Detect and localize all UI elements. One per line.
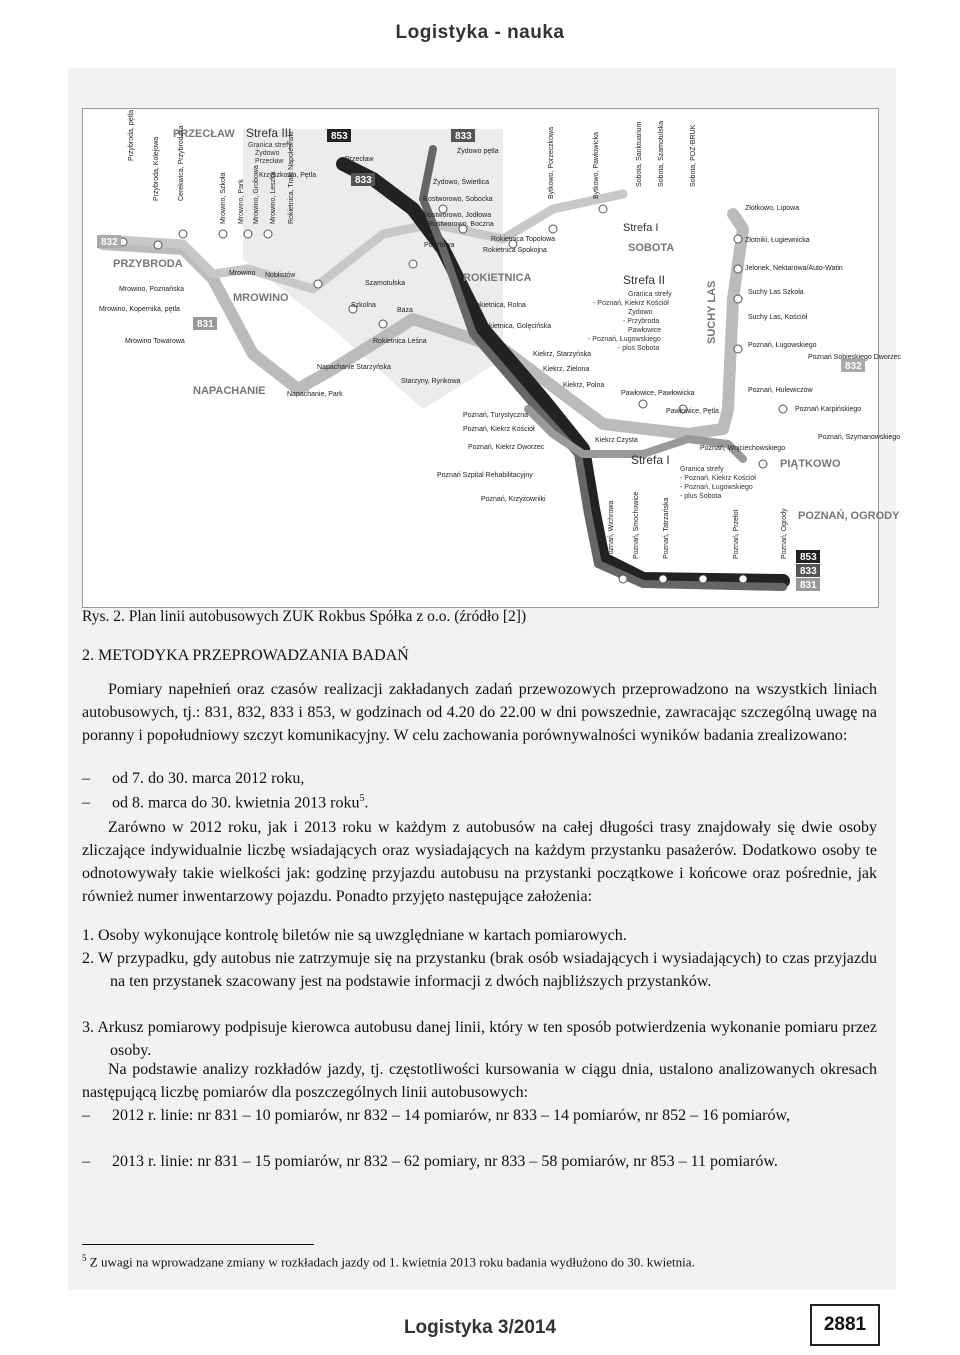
assumption-1: 1. Osoby wykonujące kontrolę biletów nie są uwzględniane w kartach pomiarowych.: [82, 927, 627, 944]
stop-label: Rokietnica Leśna: [373, 338, 427, 345]
stop-label: Poznań, Ługowskiego: [748, 342, 817, 349]
stop-label: Pawłowice, Pętla: [666, 408, 719, 415]
stop-label: Żydowo, Świetlica: [433, 179, 490, 186]
zone-label: Strefa III: [246, 126, 292, 140]
stop-label: Przybroda, Kolejowa: [153, 136, 160, 201]
stop-label: Kiekrz, Starzyńska: [533, 351, 591, 358]
line-badge: 832: [845, 361, 862, 372]
stop-label: Starzyny, Rynkowa: [401, 378, 461, 385]
stop-label: Poznań, Kiekrz Kościół: [463, 426, 535, 433]
stop-label: Mrowino, Poznańska: [119, 286, 184, 293]
stop-label: Rokietnica Spokojna: [483, 247, 547, 254]
zone-label: Strefa I: [631, 453, 670, 467]
stop-label: Napachanie, Park: [287, 391, 343, 398]
zone-note: - Poznań, Kiekrz Kościół: [593, 300, 669, 307]
area-label: MROWINO: [233, 292, 289, 304]
count-text: 2013 r. linie: nr 831 – 15 pomiarów, nr 832 – 62 pomiary, nr 833 – 58 pomiarów, nr 853 – 11 pomiarów.: [112, 1153, 778, 1170]
paragraph-1: Pomiary napełnień oraz czasów realizacji zakładanych zadań przewozowych przeprowadzono na wszystkich liniach autobusowych, tj.: 831, 832, 833 i 853, w godzinach od 4.20 do 22.00 w dni powszednie, zawracając szczególną uwagę na poranny i popołudniowy szczyt komunikacyjny. W celu zachowania porównywalności wyników badania zrealizowano:: [82, 681, 877, 744]
running-header: Logistyka - nauka: [395, 22, 565, 43]
section-heading: 2. METODYKA PRZEPROWADZANIA BADAŃ: [82, 647, 409, 664]
page-number: 2881: [810, 1304, 880, 1346]
zone-note: Żydowo: [255, 150, 280, 157]
bus-route-map: [82, 108, 901, 608]
stop-label: Mrowino, Szkoła: [220, 172, 227, 224]
stop-label: Rokietnica, Golęcińska: [480, 323, 552, 330]
zone-note: Granica strefy: [628, 291, 672, 298]
area-label: POZNAŃ, OGRODY: [798, 510, 900, 522]
zone-label: Strefa I: [623, 222, 659, 234]
footnote-text: Z uwagi na wprowadzane zmiany w rozkładach jazdy od 1. kwietnia 2013 roku badania wydłużono do 30. kwietnia.: [89, 1254, 695, 1270]
stop-label: Mrowino, Kopernika, pętla: [99, 306, 180, 313]
zone-note: - Poznań, Ługowskiego: [680, 484, 753, 491]
stop-label: Poznań, Wojciechowskiego: [700, 445, 786, 452]
stop-label: Szamotulska: [365, 280, 406, 287]
stop-label: Mrowino, Park: [238, 179, 245, 224]
zone-note: Granica strefy: [680, 466, 724, 473]
stop-label: Poznań, Turystyczna: [463, 412, 528, 419]
period-text: od 7. do 30. marca 2012 roku,: [112, 770, 305, 787]
route-map-svg: [83, 109, 901, 607]
stop-label: Noblistów: [265, 272, 296, 279]
area-label: PIĄTKOWO: [780, 458, 841, 470]
stop-label: Szkolna: [351, 302, 376, 309]
stop-label: Rokietnica Topolowa: [491, 236, 556, 243]
zone-note: - Poznań, Kiekrz Kościół: [680, 475, 756, 482]
stop-label: Poznań, Szymanowskiego: [818, 434, 901, 441]
stop-label: Rostworowo, Jodłowa: [423, 212, 492, 219]
stop-label: Cerekwica, Przybrodzka: [178, 125, 185, 201]
line-badge: 833: [455, 131, 472, 142]
stop-label: Poznań, Krzyżowniki: [481, 496, 546, 503]
stop-label: Poznań, Wichrowa: [608, 500, 615, 559]
stop-label: Krzyszkowo, Pętla: [259, 172, 317, 179]
period-item: – od 8. marca do 30. kwietnia 2013 roku$^5$.: [82, 793, 369, 812]
area-label: SUCHY LAS: [706, 280, 718, 344]
stop-label: Baza: [397, 307, 413, 314]
stop-label: Rostworowo, Sobocka: [423, 196, 493, 203]
zone-note: - plus Sobota: [680, 493, 722, 500]
footnote: [82, 1253, 695, 1270]
period-text: od 8. marca do 30. kwietnia 2013 roku: [112, 794, 360, 812]
line-badge: 831: [197, 319, 214, 330]
stop-label: Jelonek, Nektarowa/Auto-Watin: [745, 265, 843, 272]
stop-label: Poznań, Smochowice: [633, 491, 640, 559]
count-text: 2012 r. linie: nr 831 – 10 pomiarów, nr 832 – 14 pomiarów, nr 833 – 14 pomiarów, nr 852 – 16 pomiarów,: [112, 1107, 790, 1124]
stop-label: Sobota, POZ-BRUK: [690, 124, 697, 187]
running-footer: Logistyka 3/2014: [403, 1317, 557, 1338]
stop-label: Rokietnica, Trakt Napoleoński: [288, 131, 295, 224]
stop-label: Mrowino, Leszka: [270, 171, 277, 224]
stop-label: Pawłowice, Pawłowicka: [621, 390, 695, 397]
stop-label: Poznań Karpińskiego: [795, 406, 862, 413]
area-label: PRZECŁAW: [173, 128, 235, 140]
stop-label: Przecław: [345, 156, 374, 163]
zone-note: Granica strefy: [248, 142, 292, 149]
stop-label: Poznań, Hulewiczów: [748, 387, 813, 394]
line-badge: 853: [331, 131, 348, 142]
line-badge: 833: [800, 566, 817, 577]
zone-note: Pawłowice: [628, 327, 662, 334]
stop-label: Bytkowo, Pawłowicka: [593, 132, 600, 199]
assumption-3: 3. Arkusz pomiarowy podpisuje kierowca autobusu danej linii, który w ten sposób potwierdzenia wykonanie pomiaru przez osoby.: [82, 1019, 877, 1059]
stop-label: Przybroda, pętla: [128, 110, 135, 161]
stop-label: Poznań, Ogrody: [781, 508, 788, 559]
line-badge: 833: [355, 175, 372, 186]
stop-label: Złotkowo, Lipowa: [745, 205, 800, 212]
line-badge: 832: [101, 237, 118, 248]
footnote-number: 5: [82, 1253, 87, 1263]
line-badge: 831: [800, 580, 817, 591]
zone-note: - plus Sobota: [618, 345, 660, 352]
zone-note: Przecław: [255, 158, 284, 165]
stop-label: Poznań Szpital Rehabilitacyjny: [437, 472, 533, 479]
stop-label: Rostworowo, Boczna: [428, 221, 494, 228]
line-badge: 853: [800, 552, 817, 563]
stop-label: Kiekrz, Polna: [563, 382, 605, 389]
stop-label: Poznań, Przełot: [733, 509, 740, 559]
stop-label: Sobota, Szamotulska: [658, 120, 665, 187]
stop-label: Mrowino, Grobowa: [253, 165, 260, 224]
stop-label: Napachanie Starzyńska: [317, 364, 391, 371]
stop-label: Rokietnica, Rolna: [471, 302, 526, 309]
footnote-ref: 5: [359, 793, 365, 804]
stop-label: Kiekrz, Zielona: [543, 366, 590, 373]
count-item: – 2012 r. linie: nr 831 – 10 pomiarów, nr 832 – 14 pomiarów, nr 833 – 14 pomiarów, nr 852 – 16 pomiarów,: [82, 1107, 790, 1124]
area-label: ROKIETNICA: [463, 272, 532, 284]
stop-label: Mrowino: [229, 270, 256, 277]
stop-label: Suchy Las Szkoła: [748, 289, 804, 296]
footnote-rule: [82, 1244, 314, 1245]
stop-label: Poznań, Tatrzańska: [663, 497, 670, 559]
count-item: – 2013 r. linie: nr 831 – 15 pomiarów, nr 832 – 62 pomiary, nr 833 – 58 pomiarów, nr 853 – 11 pomiarów.: [82, 1153, 778, 1170]
stop-label: Mrowino Towarowa: [125, 338, 185, 345]
paragraph-2: Zarówno w 2012 roku, jak i 2013 roku w każdym z autobusów na całej długości trasy znajdowały się dwie osoby zliczające indywidualnie liczbę wsiadających oraz wysiadających na każdym przystanku pasażerów. Dodatkowo osoby te odnotowywały takie wielkości jak: godzinę przyjazdu autobusu na przystanki początkowe i końcowe oraz pośrednie, jak również numer inwentarzowy pojazdu. Ponadto przyjęto następujące założenia:: [82, 819, 877, 905]
figure-caption: Rys. 2. Plan linii autobusowych ZUK Rokbus Spółka z o.o. (źródło [2]): [82, 608, 527, 625]
assumption-2: 2. W przypadku, gdy autobus nie zatrzymuje się na przystanku (brak osób wsiadających i wysiadających) to czas przyjazdu na ten przystanek szacowany jest na podstawie informacji z dwóch najbliższych przystanków.: [82, 950, 877, 990]
stop-label: Złotniki, Ługiewnicka: [745, 237, 810, 244]
stop-label: Sobota, Sanktuarium: [636, 121, 643, 187]
zone-label: Strefa II: [623, 273, 666, 287]
stop-label: Żydowo pętla: [457, 148, 499, 155]
stop-label: Suchy Las, Kościół: [748, 314, 808, 321]
zone-note: - Przybroda: [623, 318, 660, 325]
area-label: SOBOTA: [628, 242, 675, 254]
area-label: NAPACHANIE: [193, 385, 266, 397]
area-label: PRZYBRODA: [113, 258, 183, 270]
stop-label: Pocztowa: [424, 242, 455, 249]
zone-note: - Poznań, Ługowskiego: [588, 336, 661, 343]
stop-label: Kiekrz Czysta: [595, 437, 638, 444]
period-item: – od 7. do 30. marca 2012 roku,: [82, 770, 305, 787]
stop-label: Poznań Sobieskiego Dworzec: [808, 354, 901, 361]
paragraph-3: Na podstawie analizy rozkładów jazdy, tj. częstotliwości kursowania w ciągu dnia, ustalono analizowanych okresach następującą liczbę pomiarów dla poszczególnych linii autobusowych:: [82, 1061, 877, 1101]
zone-note: Żydowo: [628, 309, 653, 316]
stop-label: Bytkowo, Porzeczkowa: [548, 127, 555, 199]
stop-label: Poznań, Kiekrz Dworzec: [468, 444, 545, 451]
